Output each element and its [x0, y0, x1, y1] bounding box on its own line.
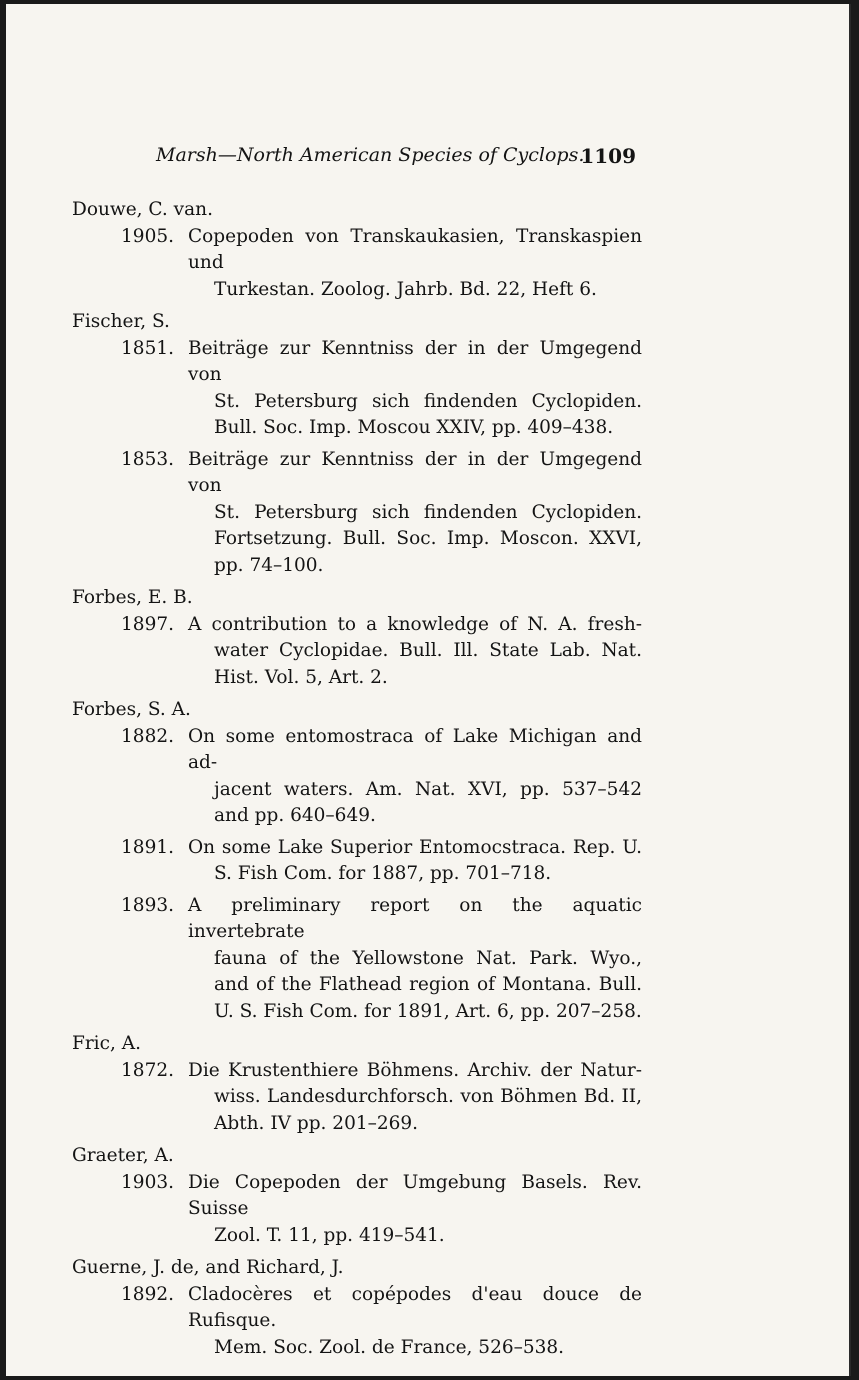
reference-line: On some Lake Superior Entomocstraca. Rep. U. — [188, 836, 642, 858]
reference-line: U. S. Fish Com. for 1891, Art. 6, pp. 207–258. — [214, 1000, 642, 1022]
reference-entry — [72, 1170, 642, 1250]
running-head — [156, 144, 636, 166]
author-name: Guerne, J. de, and Richard, J. — [72, 1257, 344, 1278]
reference-line: jacent waters. Am. Nat. XVI, pp. 537–542 — [214, 778, 642, 800]
reference-line: Fortsetzung. Bull. Soc. Imp. Moscon. XXVI, — [214, 528, 642, 549]
reference-text — [188, 224, 642, 304]
reference-text — [188, 1058, 642, 1138]
reference-year: 1853. — [121, 448, 174, 470]
reference-entry — [72, 612, 642, 692]
reference-line: and pp. 640–649. — [214, 805, 376, 826]
author-name: Fric, A. — [72, 1033, 141, 1054]
reference-line: St. Petersburg sich findenden Cyclopiden. — [214, 501, 642, 523]
reference-line: Mem. Soc. Zool. de France, 526–538. — [214, 1336, 565, 1358]
reference-entry — [72, 224, 642, 304]
reference-line: S. Fish Com. for 1887, pp. 701–718. — [214, 863, 552, 884]
reference-text — [188, 1282, 642, 1362]
reference-text — [188, 447, 642, 580]
reference-line: Die Copepoden der Umgebung Basels. Rev. Suisse — [188, 1171, 642, 1219]
reference-group — [72, 1255, 642, 1361]
reference-entry — [72, 724, 642, 830]
reference-text — [188, 612, 642, 692]
reference-text — [188, 1170, 642, 1250]
reference-line: fauna of the Yellowstone Nat. Park. Wyo., — [214, 947, 642, 969]
reference-line: Die Krustenthiere Böhmens. Archiv. der Natur- — [188, 1059, 642, 1081]
reference-text — [188, 724, 642, 830]
reference-line: Beiträge zur Kenntniss der in der Umgegend von — [188, 448, 642, 496]
reference-entry — [72, 336, 642, 442]
reference-line: Abth. IV pp. 201–269. — [214, 1112, 419, 1134]
reference-entry — [72, 447, 642, 580]
author-name: Forbes, E. B. — [72, 587, 193, 608]
reference-group — [72, 197, 642, 303]
author-name: Fischer, S. — [72, 311, 170, 332]
reference-line: A preliminary report on the aquatic invertebrate — [188, 894, 642, 942]
document-page — [6, 4, 851, 1376]
reference-entry — [72, 893, 642, 1026]
reference-text — [188, 336, 642, 442]
reference-group — [72, 697, 642, 1025]
reference-year: 1872. — [121, 1059, 174, 1081]
reference-line: Bull. Soc. Imp. Moscou XXIV, pp. 409–438. — [214, 417, 614, 438]
reference-line: Turkestan. Zoolog. Jahrb. Bd. 22, Heft 6. — [214, 278, 597, 300]
reference-list — [72, 197, 642, 1367]
reference-line: and of the Flathead region of Montana. Bull. — [214, 974, 642, 995]
reference-line: St. Petersburg sich findenden Cyclopiden. — [214, 390, 642, 412]
reference-line: Zool. T. 11, pp. 419–541. — [214, 1224, 445, 1246]
reference-group — [72, 1031, 642, 1137]
running-head-title: Marsh—North American Species of Cyclops. — [156, 144, 585, 166]
reference-year: 1897. — [121, 613, 174, 635]
reference-year: 1905. — [121, 225, 174, 247]
reference-line: Copepoden von Transkaukasien, Transkaspien und — [188, 225, 642, 273]
reference-group — [72, 585, 642, 691]
reference-year: 1903. — [121, 1171, 174, 1193]
author-name: Graeter, A. — [72, 1145, 174, 1166]
reference-year: 1882. — [121, 725, 174, 747]
reference-line: pp. 74–100. — [214, 554, 324, 576]
reference-year: 1893. — [121, 894, 174, 916]
reference-entry — [72, 835, 642, 888]
reference-text — [188, 893, 642, 1026]
reference-entry — [72, 1282, 642, 1362]
author-name: Forbes, S. A. — [72, 699, 191, 720]
reference-line: A contribution to a knowledge of N. A. fresh- — [188, 613, 642, 635]
reference-entry — [72, 1058, 642, 1138]
reference-group — [72, 309, 642, 579]
reference-text — [188, 835, 642, 888]
reference-line: Beiträge zur Kenntniss der in der Umgegend von — [188, 337, 642, 385]
reference-line: Cladocères et copépodes d'eau douce de Rufisque. — [188, 1283, 642, 1331]
reference-year: 1892. — [121, 1283, 174, 1305]
reference-line: Hist. Vol. 5, Art. 2. — [214, 666, 388, 688]
reference-year: 1851. — [121, 337, 174, 359]
author-name: Douwe, C. van. — [72, 199, 213, 220]
reference-line: wiss. Landesdurchforsch. von Böhmen Bd. II, — [214, 1086, 642, 1107]
reference-line: On some entomostraca of Lake Michigan and ad- — [188, 725, 642, 773]
reference-year: 1891. — [121, 836, 174, 858]
page-number: 1109 — [580, 144, 636, 168]
reference-group — [72, 1143, 642, 1249]
reference-line: water Cyclopidae. Bull. Ill. State Lab. Nat. — [214, 640, 642, 661]
